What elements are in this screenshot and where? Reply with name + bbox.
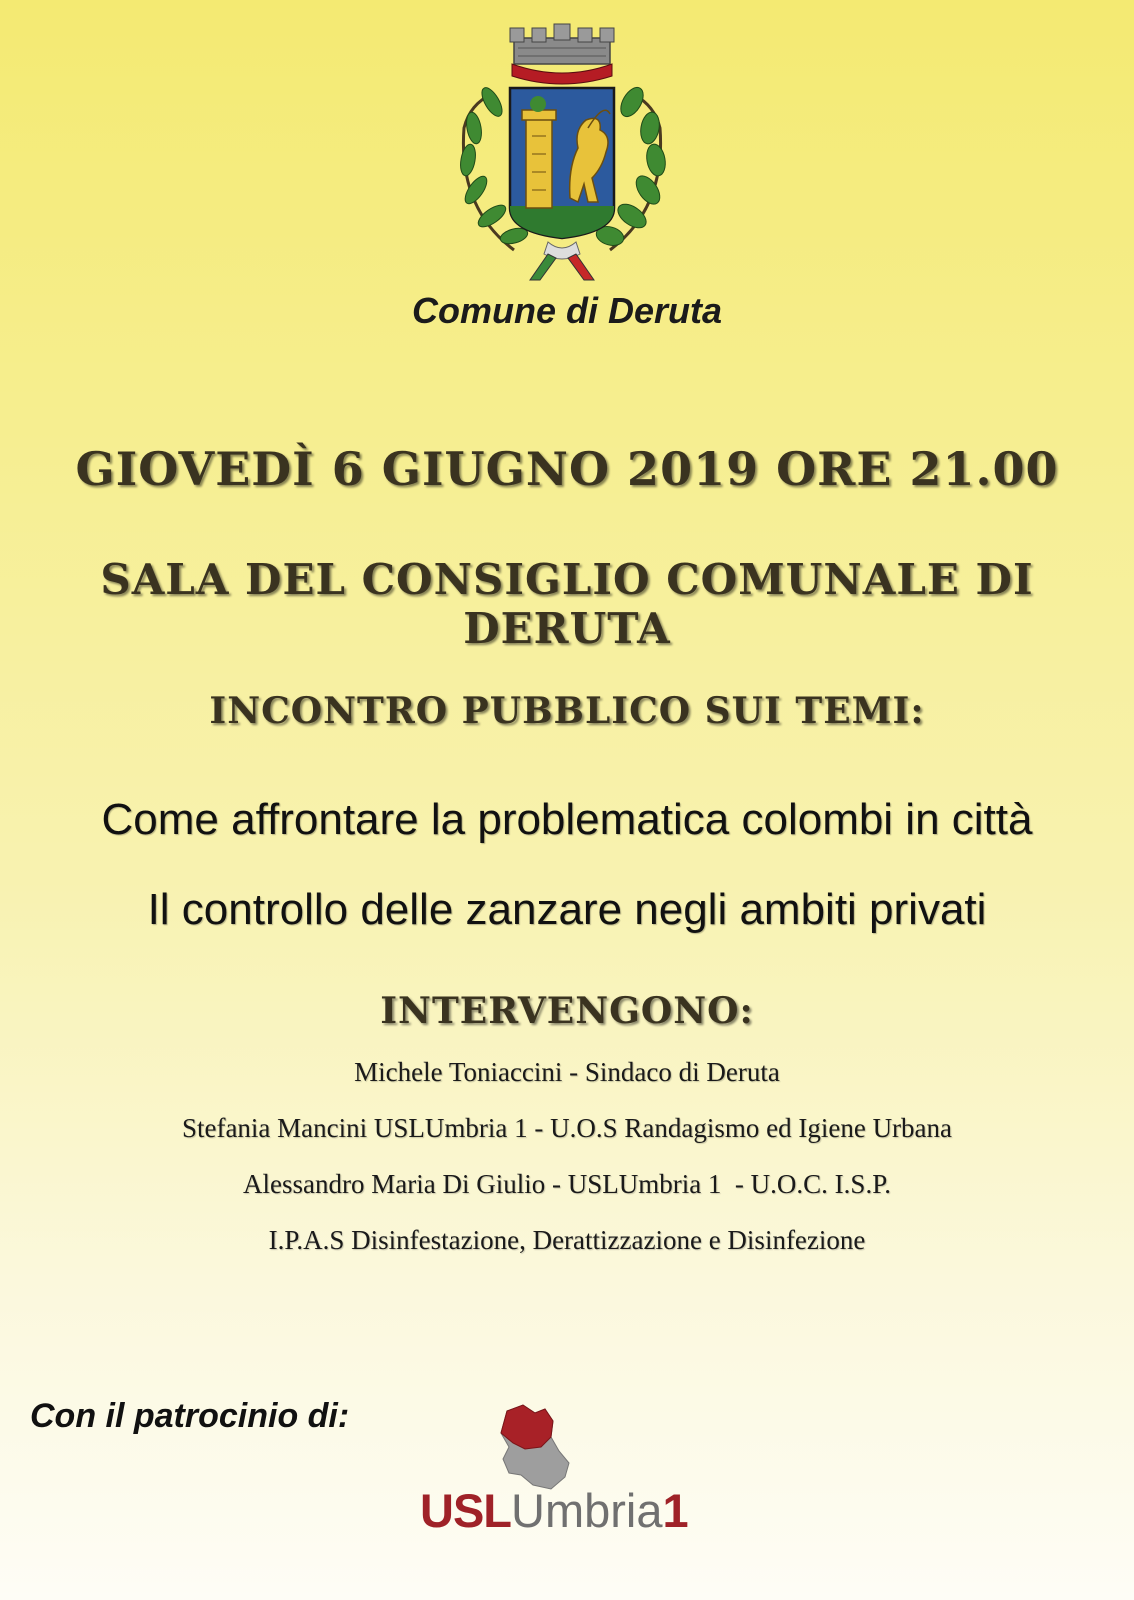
logo-number-text: 1 [662,1484,689,1537]
topic-item: Il controllo delle zanzare negli ambiti privati [147,885,987,934]
coat-of-arms-icon [452,18,682,288]
comune-name: Comune di Deruta [411,290,723,331]
tricolor-ribbon [530,242,594,280]
shield [510,88,614,238]
usl-umbria-logo [420,1484,689,1537]
umbria-map-icon [495,1403,575,1493]
mural-crown [510,24,614,84]
topics-heading: INCONTRO PUBBLICO SUI TEMI: [209,690,925,732]
logo-usl-text: USL [420,1484,511,1537]
patronage-label: Con il patrocinio di: [30,1397,350,1435]
speaker-item: Michele Toniaccini - Sindaco di Deruta [354,1057,780,1087]
speaker-item: Alessandro Maria Di Giulio - USLUmbria 1 - U.O.C. I.S.P. [243,1169,891,1199]
speaker-item: I.P.A.S Disinfestazione, Derattizzazione e Disinfezione [268,1225,866,1255]
speaker-item: Stefania Mancini USLUmbria 1 - U.O.S Randagismo ed Igiene Urbana [181,1113,953,1143]
event-date-time: GIOVEDÌ 6 GIUGNO 2019 ORE 21.00 [75,442,1059,496]
speakers-heading: INTERVENGONO: [380,990,754,1032]
logo-umbria-text: Umbria [511,1484,663,1537]
topic-item: Come affrontare la problematica colombi in città [101,795,1033,844]
event-venue: SALA DEL CONSIGLIO COMUNALE DI DERUTA [100,555,1034,653]
